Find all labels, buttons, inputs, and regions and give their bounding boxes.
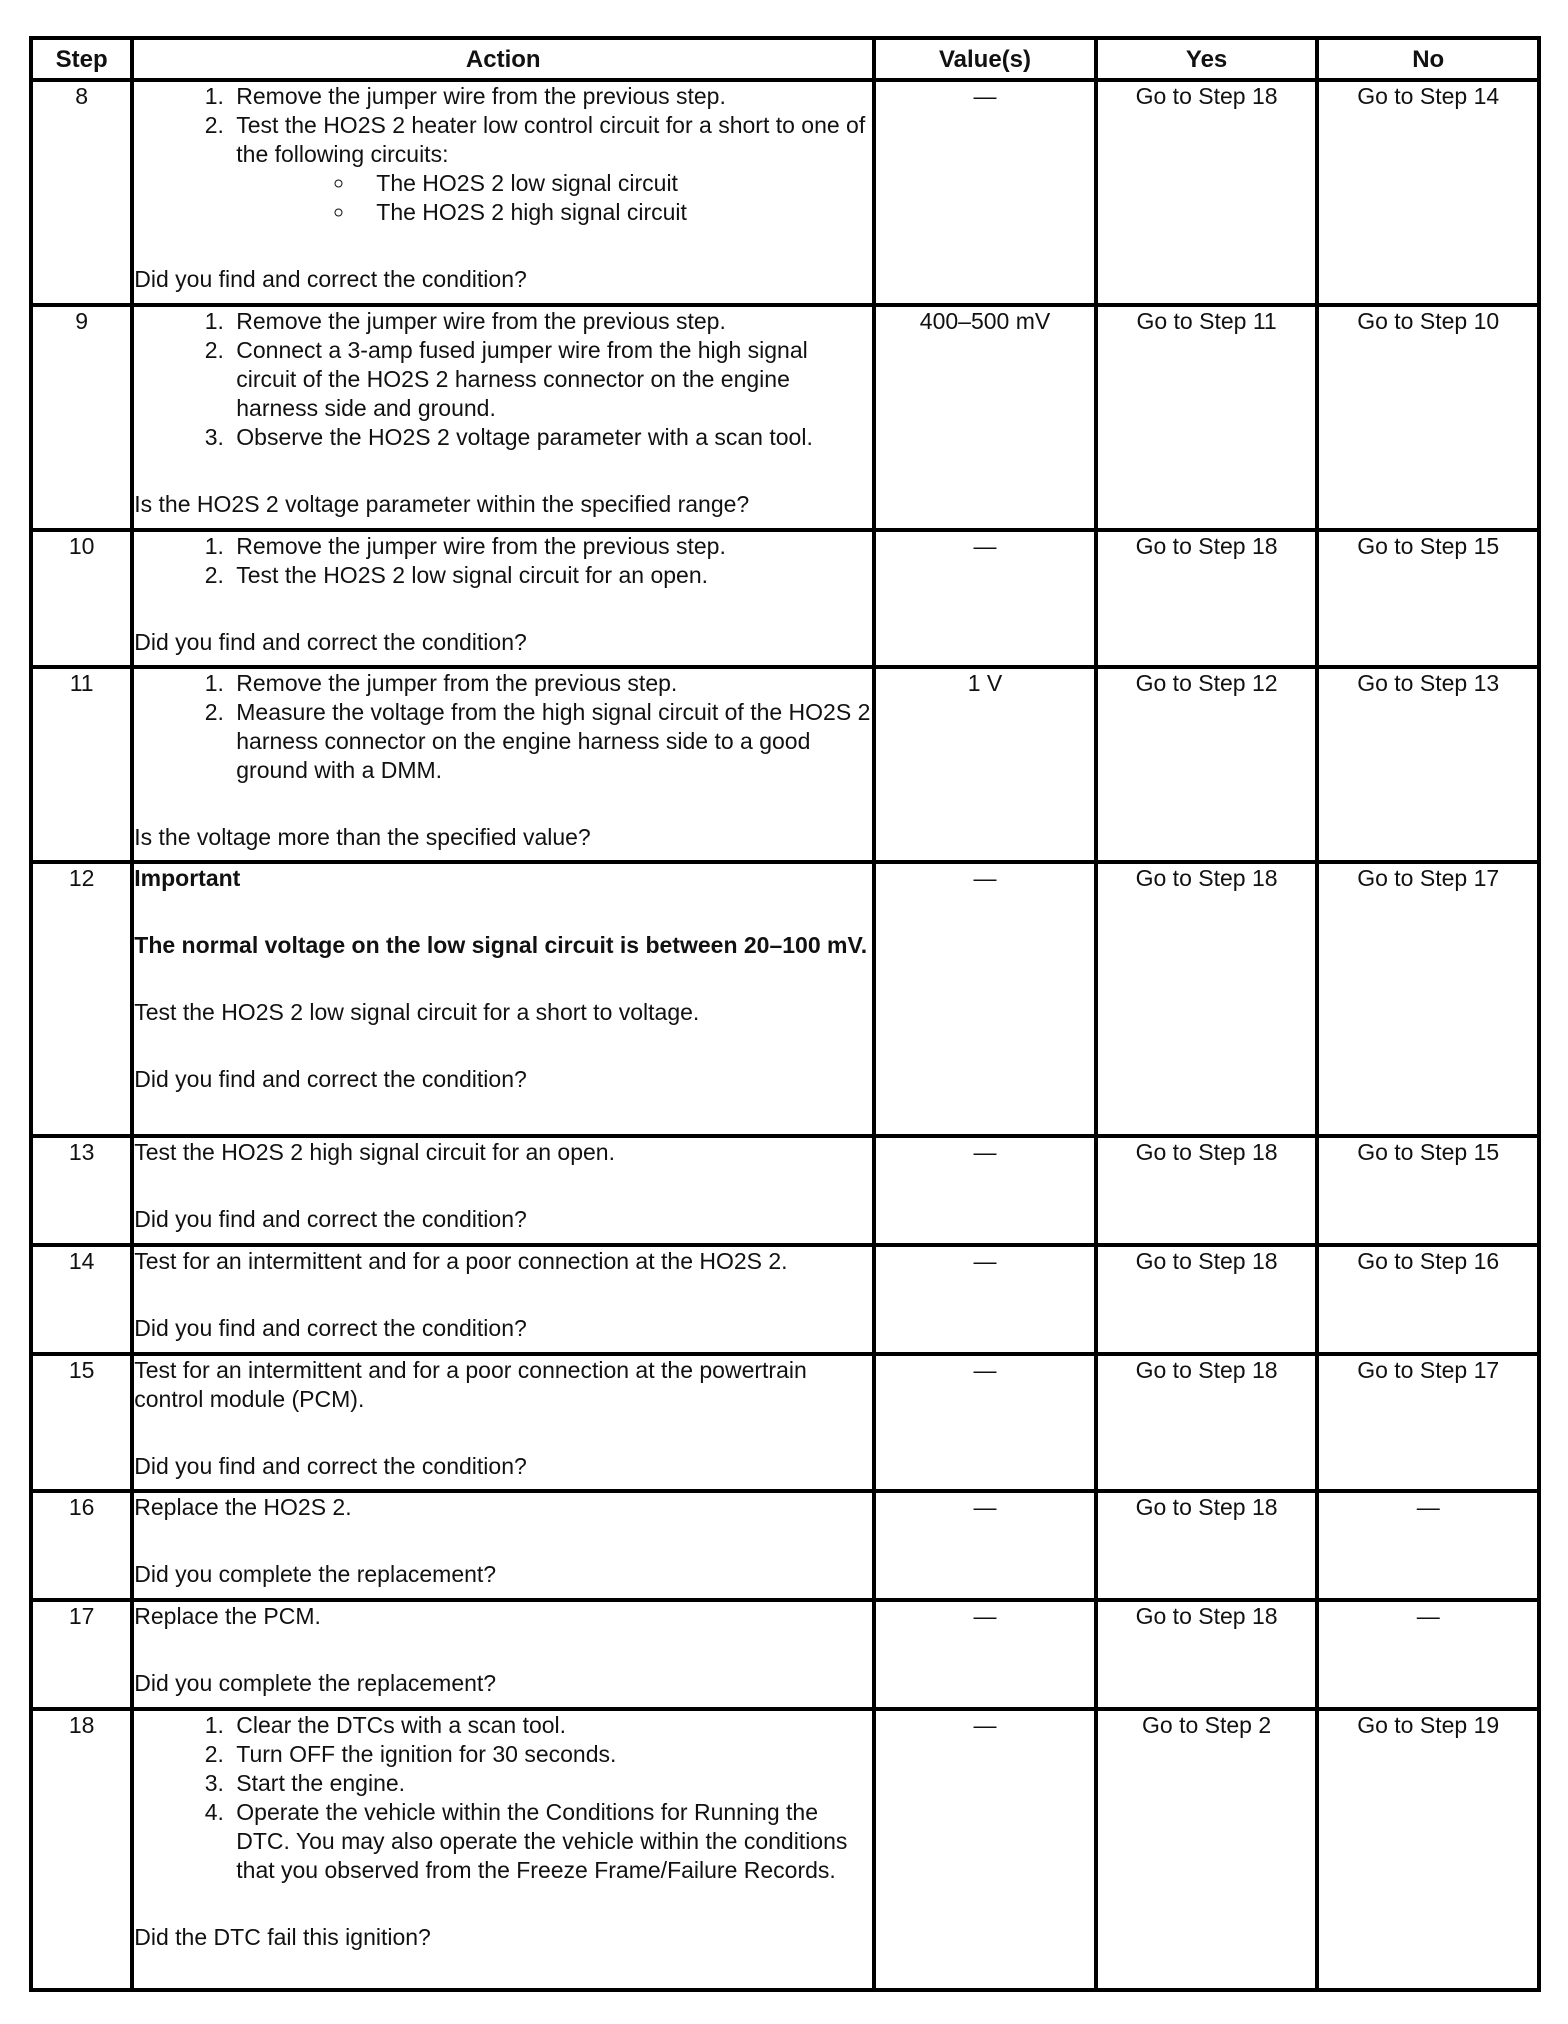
value-cell: — bbox=[874, 1354, 1096, 1491]
important-label: Important bbox=[134, 865, 241, 891]
header-action: Action bbox=[132, 38, 874, 80]
action-cell bbox=[132, 80, 874, 305]
action-cell bbox=[132, 1709, 874, 1990]
no-cell: Go to Step 10 bbox=[1317, 305, 1539, 530]
action-cell bbox=[132, 1136, 874, 1245]
action-question: Is the voltage more than the specified value? bbox=[134, 824, 591, 850]
yes-cell: Go to Step 18 bbox=[1096, 1600, 1318, 1709]
step-number: 8 bbox=[31, 80, 132, 305]
table-row bbox=[31, 1709, 1539, 1990]
header-no: No bbox=[1317, 38, 1539, 80]
step-number: 9 bbox=[31, 305, 132, 530]
action-question: Did you find and correct the condition? bbox=[134, 629, 527, 655]
yes-cell: Go to Step 18 bbox=[1096, 1354, 1318, 1491]
action-question: Did you find and correct the condition? bbox=[134, 1066, 527, 1092]
action-item: 3. Start the engine. bbox=[230, 1769, 872, 1798]
important-note: The normal voltage on the low signal circuit is between 20–100 mV. bbox=[134, 932, 868, 958]
action-text: Test the HO2S 2 low signal circuit for a short to voltage. bbox=[134, 999, 700, 1025]
action-question: Did the DTC fail this ignition? bbox=[134, 1924, 431, 1950]
action-item: 1. Remove the jumper wire from the previous step. bbox=[230, 307, 872, 336]
action-question: Did you find and correct the condition? bbox=[134, 1315, 527, 1341]
yes-cell: Go to Step 18 bbox=[1096, 1491, 1318, 1600]
table-row bbox=[31, 80, 1539, 305]
action-item: 2. Measure the voltage from the high signal circuit of the HO2S 2 harness connector on the engine harness side to a good ground with a DMM. bbox=[230, 698, 872, 785]
step-number: 14 bbox=[31, 1245, 132, 1354]
header-yes: Yes bbox=[1096, 38, 1318, 80]
value-cell: — bbox=[874, 1600, 1096, 1709]
action-item: 2. Turn OFF the ignition for 30 seconds. bbox=[230, 1740, 872, 1769]
table-row bbox=[31, 1491, 1539, 1600]
action-subitem: ◦ The HO2S 2 high signal circuit bbox=[356, 198, 872, 227]
action-text: Test for an intermittent and for a poor connection at the HO2S 2. bbox=[134, 1248, 788, 1274]
no-cell: Go to Step 15 bbox=[1317, 530, 1539, 667]
table-row bbox=[31, 862, 1539, 1136]
action-cell bbox=[132, 1491, 874, 1600]
action-cell bbox=[132, 1245, 874, 1354]
header-row bbox=[31, 38, 1539, 80]
action-question: Did you complete the replacement? bbox=[134, 1670, 497, 1696]
table-row bbox=[31, 1600, 1539, 1709]
action-item bbox=[230, 111, 872, 227]
action-item: 4. Operate the vehicle within the Conditions for Running the DTC. You may also operate the vehicle within the conditions that you observed from the Freeze Frame/Failure Records. bbox=[230, 1798, 872, 1885]
yes-cell: Go to Step 18 bbox=[1096, 862, 1318, 1136]
no-cell: Go to Step 19 bbox=[1317, 1709, 1539, 1990]
yes-cell: Go to Step 18 bbox=[1096, 1136, 1318, 1245]
value-cell: — bbox=[874, 530, 1096, 667]
action-cell bbox=[132, 1354, 874, 1491]
table-row bbox=[31, 1354, 1539, 1491]
no-cell: Go to Step 14 bbox=[1317, 80, 1539, 305]
action-item: 1. Remove the jumper from the previous step. bbox=[230, 669, 872, 698]
action-text: Test for an intermittent and for a poor connection at the powertrain control module (PCM). bbox=[134, 1357, 807, 1412]
table-row bbox=[31, 530, 1539, 667]
yes-cell: Go to Step 2 bbox=[1096, 1709, 1318, 1990]
no-cell: Go to Step 13 bbox=[1317, 667, 1539, 862]
step-number: 15 bbox=[31, 1354, 132, 1491]
value-cell: — bbox=[874, 1491, 1096, 1600]
action-question: Did you find and correct the condition? bbox=[134, 1453, 527, 1479]
step-number: 10 bbox=[31, 530, 132, 667]
action-question: Is the HO2S 2 voltage parameter within the specified range? bbox=[134, 491, 750, 517]
table-row bbox=[31, 305, 1539, 530]
action-item: 1. Remove the jumper wire from the previous step. bbox=[230, 82, 872, 111]
action-text: Replace the HO2S 2. bbox=[134, 1494, 352, 1520]
action-item: 1. Clear the DTCs with a scan tool. bbox=[230, 1711, 872, 1740]
action-cell bbox=[132, 862, 874, 1136]
yes-cell: Go to Step 18 bbox=[1096, 530, 1318, 667]
step-number: 16 bbox=[31, 1491, 132, 1600]
yes-cell: Go to Step 12 bbox=[1096, 667, 1318, 862]
value-cell: — bbox=[874, 80, 1096, 305]
step-number: 18 bbox=[31, 1709, 132, 1990]
yes-cell: Go to Step 18 bbox=[1096, 80, 1318, 305]
no-cell: Go to Step 15 bbox=[1317, 1136, 1539, 1245]
action-item: 1. Remove the jumper wire from the previous step. bbox=[230, 532, 872, 561]
no-cell: Go to Step 16 bbox=[1317, 1245, 1539, 1354]
step-number: 11 bbox=[31, 667, 132, 862]
action-text: Replace the PCM. bbox=[134, 1603, 321, 1629]
header-values: Value(s) bbox=[874, 38, 1096, 80]
value-cell: — bbox=[874, 1245, 1096, 1354]
no-cell: Go to Step 17 bbox=[1317, 862, 1539, 1136]
value-cell: 1 V bbox=[874, 667, 1096, 862]
diagnostic-table bbox=[29, 36, 1541, 1992]
value-cell: — bbox=[874, 862, 1096, 1136]
step-number: 17 bbox=[31, 1600, 132, 1709]
step-number: 12 bbox=[31, 862, 132, 1136]
value-cell: — bbox=[874, 1709, 1096, 1990]
action-cell bbox=[132, 305, 874, 530]
table-row bbox=[31, 667, 1539, 862]
no-cell: — bbox=[1317, 1491, 1539, 1600]
no-cell: Go to Step 17 bbox=[1317, 1354, 1539, 1491]
action-subitem: ◦ The HO2S 2 low signal circuit bbox=[356, 169, 872, 198]
table-row bbox=[31, 1245, 1539, 1354]
action-item-text: Test the HO2S 2 heater low control circuit for a short to one of the following circuits: bbox=[236, 112, 866, 167]
action-cell bbox=[132, 667, 874, 862]
action-cell bbox=[132, 1600, 874, 1709]
value-cell: 400–500 mV bbox=[874, 305, 1096, 530]
action-question: Did you find and correct the condition? bbox=[134, 266, 527, 292]
no-cell: — bbox=[1317, 1600, 1539, 1709]
action-cell bbox=[132, 530, 874, 667]
yes-cell: Go to Step 11 bbox=[1096, 305, 1318, 530]
action-text: Test the HO2S 2 high signal circuit for an open. bbox=[134, 1139, 615, 1165]
action-question: Did you complete the replacement? bbox=[134, 1561, 497, 1587]
action-item: 2. Test the HO2S 2 low signal circuit for an open. bbox=[230, 561, 872, 590]
value-cell: — bbox=[874, 1136, 1096, 1245]
action-question: Did you find and correct the condition? bbox=[134, 1206, 527, 1232]
action-item: 2. Connect a 3-amp fused jumper wire from the high signal circuit of the HO2S 2 harness connector on the engine harness side and ground. bbox=[230, 336, 872, 423]
yes-cell: Go to Step 18 bbox=[1096, 1245, 1318, 1354]
action-item: 3. Observe the HO2S 2 voltage parameter with a scan tool. bbox=[230, 423, 872, 452]
header-step: Step bbox=[31, 38, 132, 80]
step-number: 13 bbox=[31, 1136, 132, 1245]
table-row bbox=[31, 1136, 1539, 1245]
